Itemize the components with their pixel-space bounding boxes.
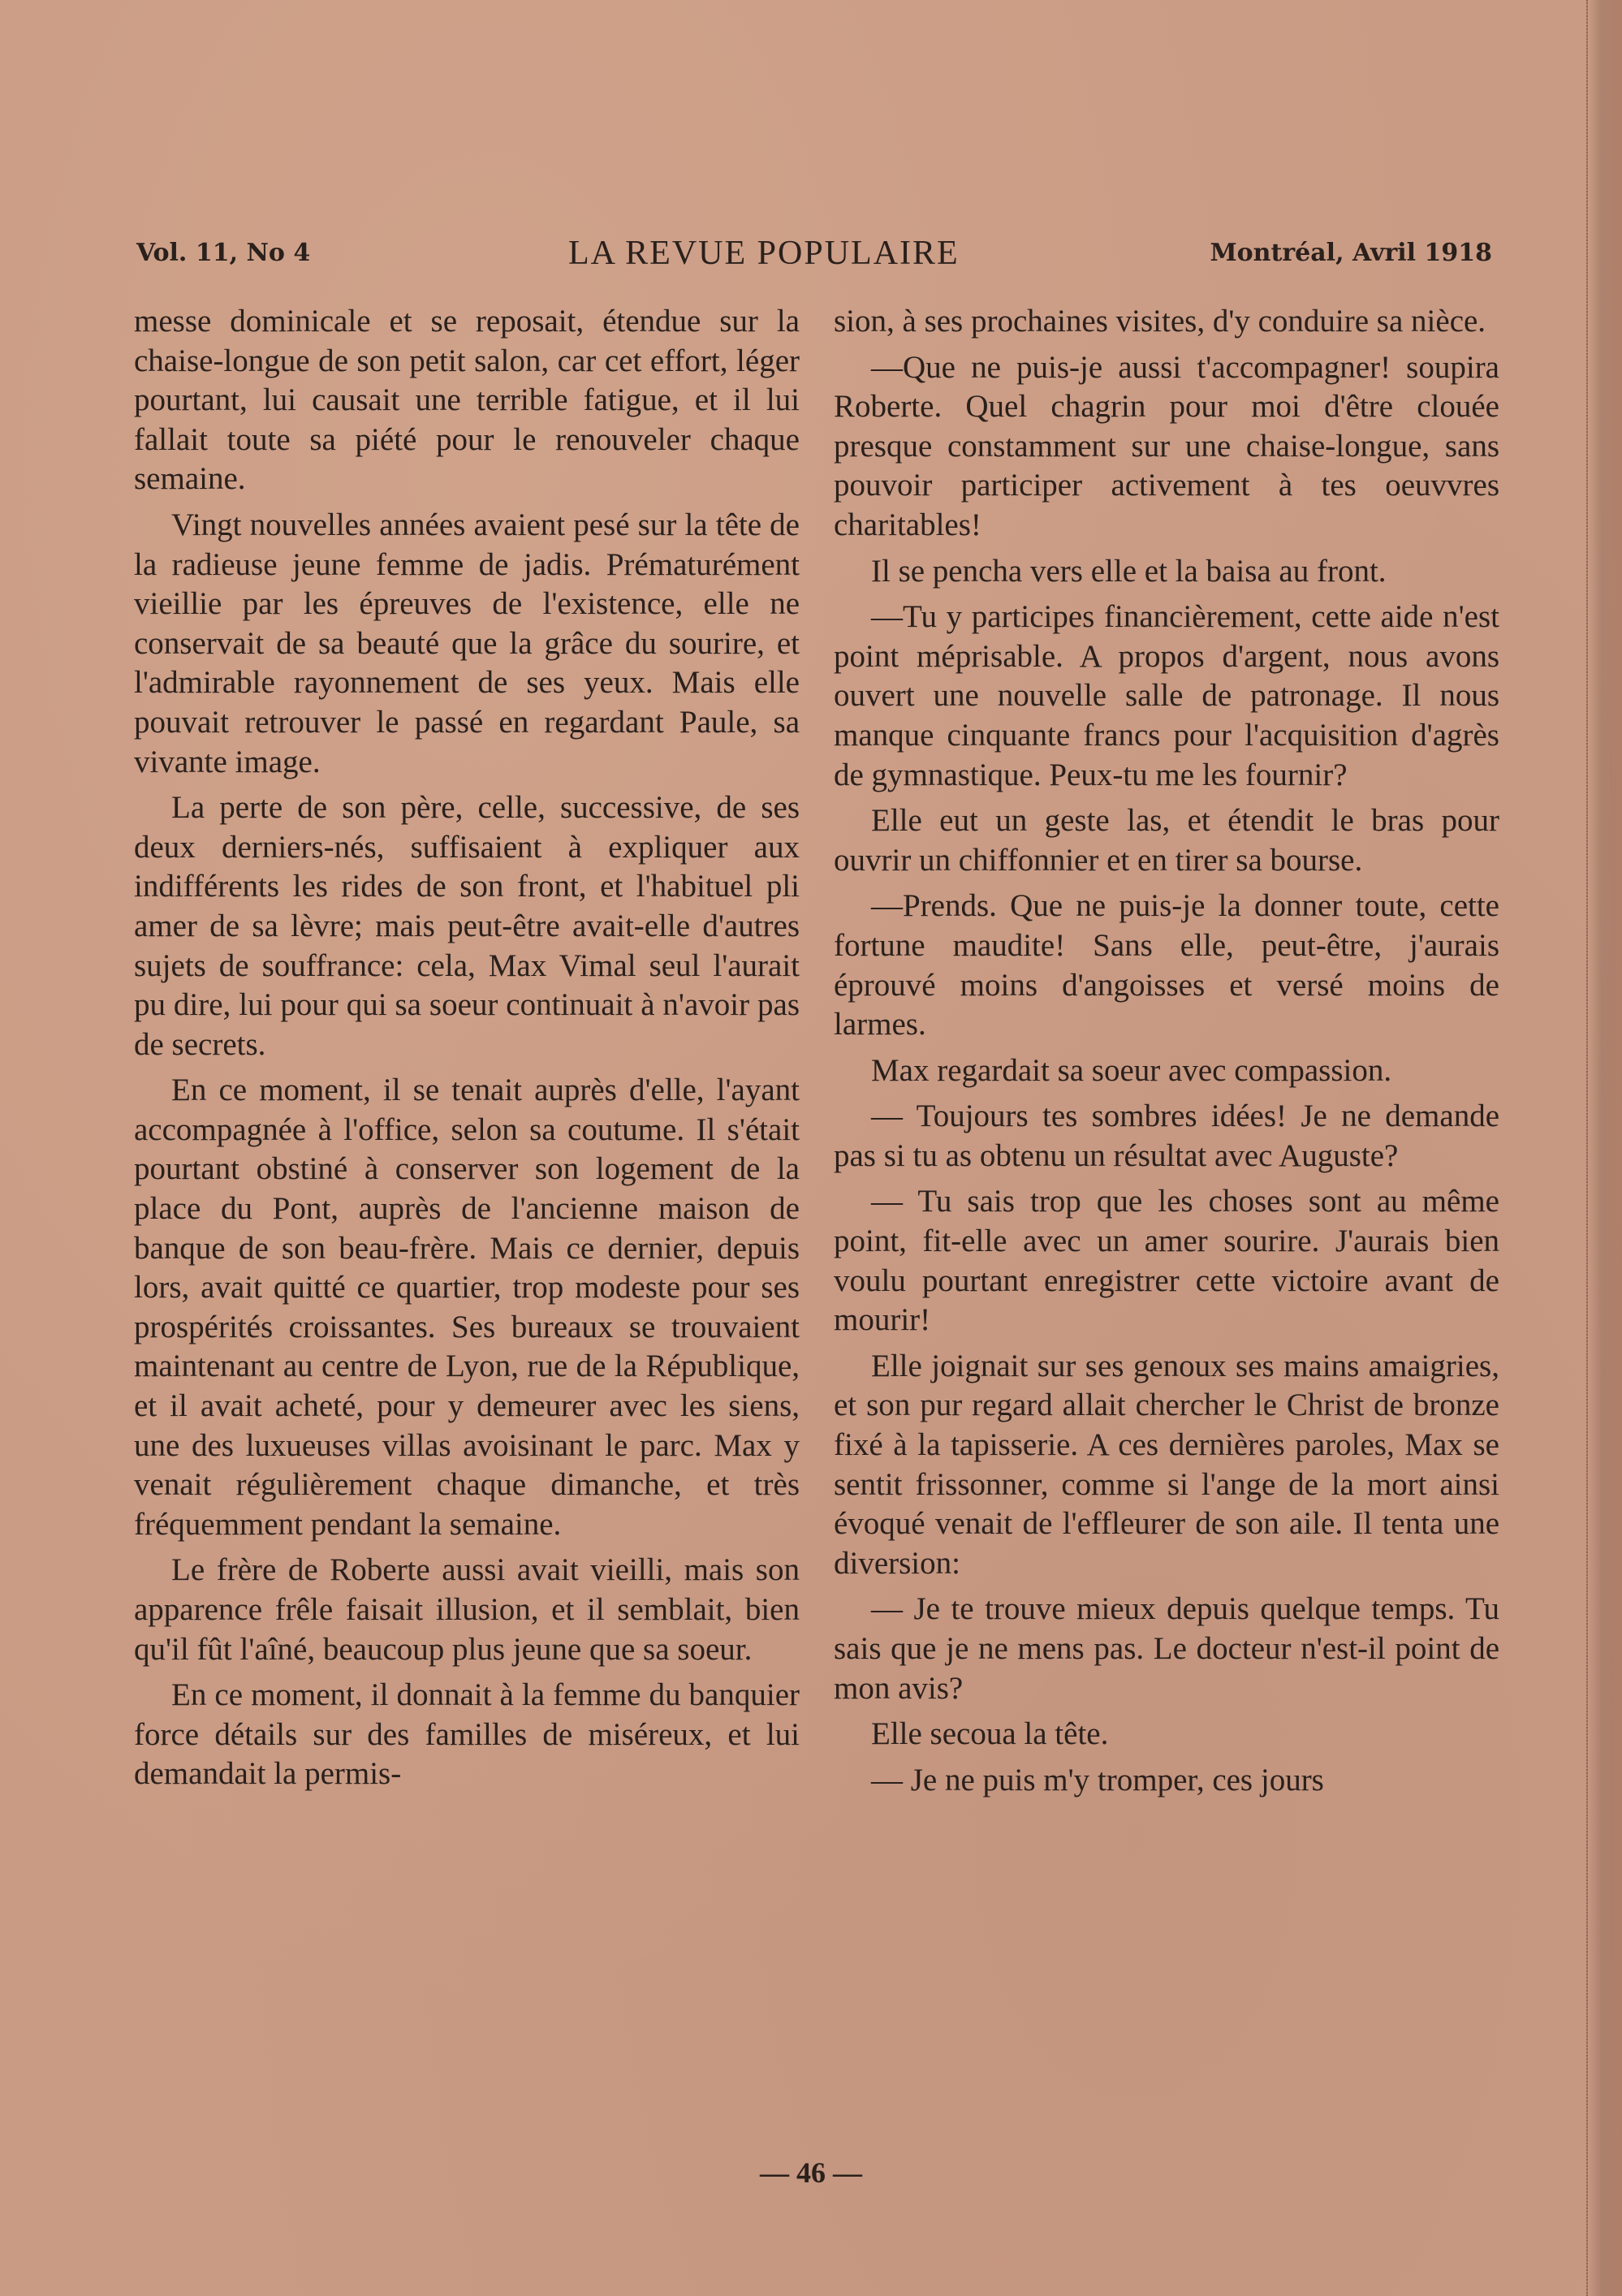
paragraph: Vingt nouvelles années avaient pesé sur la tête de la radieuse jeune femme de jadis. Prématurément vieillie par les épreuves de l'existence, elle ne conservait de sa beauté que la grâce du sourire, et l'admirable rayonnement de ses yeux. Mais elle pouvait retrouver le passé en regardant Paule, sa vivante image. bbox=[134, 507, 800, 779]
paragraph: En ce moment, il donnait à la femme du banquier force détails sur des familles de miséreux, et lui demandait la permis- bbox=[134, 1677, 800, 1792]
paragraph: La perte de son père, celle, successive, de ses deux derniers-nés, suffisaient à expliquer aux indifférents les rides de son front, et l'habituel pli amer de sa lèvre; mais peut-être avait-elle d'autres sujets de souffrance: cela, Max Vimal seul l'aurait pu dire, lui pour qui sa soeur continuait à n'avoir pas de secrets. bbox=[134, 790, 800, 1062]
paragraph: —Prends. Que ne puis-je la donner toute, cette fortune maudite! Sans elle, peut-être, j'aurais éprouvé moins d'angoisses et versé moins de larmes. bbox=[834, 888, 1499, 1042]
publication-title: LA REVUE POPULAIRE bbox=[568, 235, 960, 272]
publication-date: Montréal, Avril 1918 bbox=[1210, 239, 1492, 267]
paragraph: Elle joignait sur ses genoux ses mains amaigries, et son pur regard allait chercher le Christ de bronze fixé à la tapisserie. A ces dernières paroles, Max se sentit frissonner, comme si l'ange de la mort ainsi évoqué venait de l'effleurer de son aile. Il tenta une diversion: bbox=[834, 1348, 1499, 1581]
paragraph: — Tu sais trop que les choses sont au même point, fit-elle avec un amer sourire. J'aurais bien voulu pourtant enregistrer cette victoire avant de mourir! bbox=[834, 1184, 1499, 1338]
paragraph: — Je ne puis m'y tromper, ces jours bbox=[871, 1762, 1324, 1798]
paragraph: —Que ne puis-je aussi t'accompagner! soupira Roberte. Quel chagrin pour moi d'être clouée presque constamment sur une chaise-longue, sans pouvoir participer activement à tes oeuvvres charitables! bbox=[834, 349, 1499, 542]
paragraph: Max regardait sa soeur avec compassion. bbox=[871, 1052, 1392, 1088]
page-header bbox=[136, 234, 1492, 274]
paragraph: En ce moment, il se tenait auprès d'elle, l'ayant accompagnée à l'office, selon sa coutume. Il s'était pourtant obstiné à conserver son logement de la place du Pont, auprès de l'ancienne maison de banque de son beau-frère. Mais ce dernier, depuis lors, avait quitté ce quartier, trop modeste pour ses prospérités croissantes. Ses bureaux se trouvaient maintenant au centre de Lyon, rue de la République, et il avait acheté, pour y demeurer avec les siens, une des luxueuses villas avoisinant le parc. Max y venait régulièrement chaque dimanche, et très fréquemment pendant la semaine. bbox=[134, 1072, 800, 1542]
paragraph: —Tu y participes financièrement, cette aide n'est point méprisable. A propos d'argent, nous avons ouvert une nouvelle salle de patronage. Il nous manque cinquante francs pour l'acquisition d'agrès de gymnastique. Peux-tu me les fournir? bbox=[834, 599, 1499, 792]
paragraph: Elle eut un geste las, et étendit le bras pour ouvrir un chiffonnier et en tirer sa bourse. bbox=[834, 803, 1499, 878]
paragraph: — Je te trouve mieux depuis quelque temps. Tu sais que je ne mens pas. Le docteur n'est-il point de mon avis? bbox=[834, 1591, 1499, 1706]
left-column bbox=[134, 302, 800, 1801]
paragraph: sion, à ses prochaines visites, d'y conduire sa nièce. bbox=[834, 304, 1486, 339]
paragraph: Il se pencha vers elle et la baisa au front. bbox=[871, 553, 1387, 589]
page-edge bbox=[1586, 0, 1622, 2296]
volume-number: Vol. 11, No 4 bbox=[136, 239, 311, 267]
paragraph: Elle secoua la tête. bbox=[871, 1716, 1109, 1752]
paragraph: — Toujours tes sombres idées! Je ne demande pas si tu as obtenu un résultat avec Auguste? bbox=[834, 1098, 1499, 1173]
paragraph: Le frère de Roberte aussi avait vieilli, mais son apparence frêle faisait illusion, et il semblait, bien qu'il fût l'aîné, beaucoup plus jeune que sa soeur. bbox=[134, 1552, 800, 1667]
paragraph: messe dominicale et se reposait, étendue sur la chaise-longue de son petit salon, car cet effort, léger pourtant, lui causait une terrible fatigue, et il lui fallait toute sa piété pour le renouveler chaque semaine. bbox=[134, 304, 800, 497]
right-column bbox=[834, 302, 1499, 1806]
page-number: — 46 — bbox=[760, 2156, 862, 2189]
